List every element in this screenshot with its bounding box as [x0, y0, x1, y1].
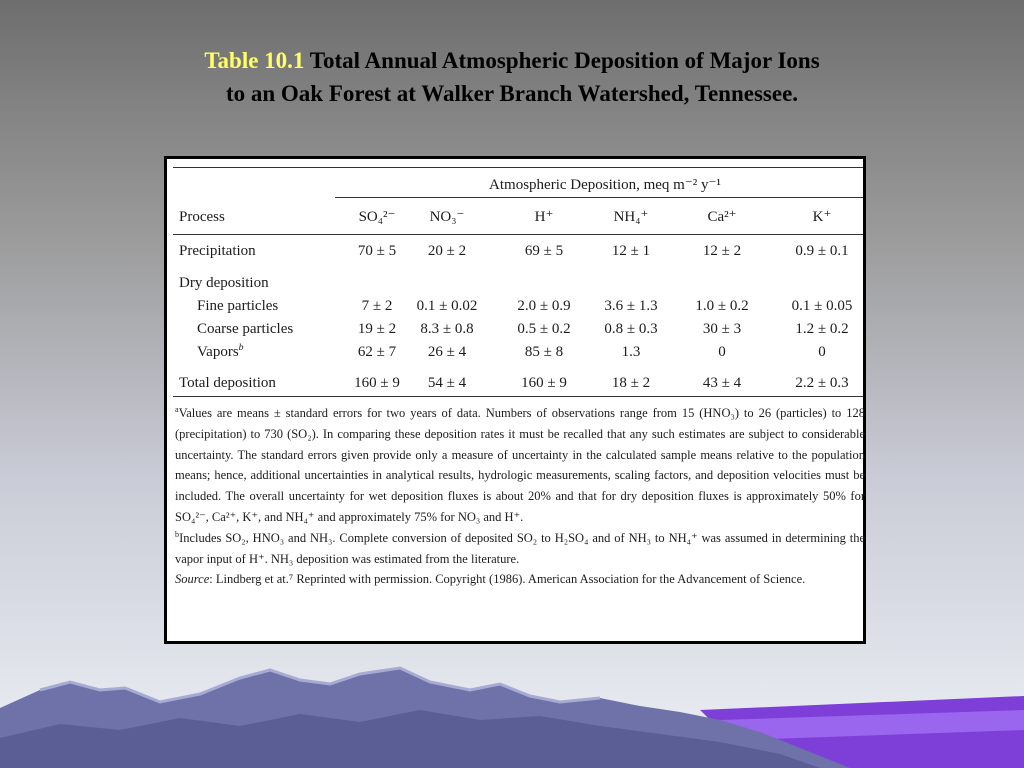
- column-header-3: NH₄⁺: [613, 209, 649, 225]
- row-label-text: Total deposition: [179, 375, 276, 391]
- table-cell: 12 ± 2: [702, 243, 742, 259]
- column-header-5: K⁺: [812, 209, 832, 225]
- table-cell: 43 ± 4: [702, 375, 742, 391]
- table-cell: 18 ± 2: [611, 375, 651, 391]
- column-header-4: Ca²⁺: [707, 209, 737, 225]
- table-cell: 0.9 ± 0.1: [795, 243, 849, 259]
- footnote-b: [175, 528, 865, 570]
- row-label: [179, 243, 256, 260]
- table-cell: 0: [718, 344, 726, 360]
- source-note: [175, 569, 865, 590]
- table-cell: 85 ± 8: [524, 344, 564, 360]
- row-label-text: Vapors: [197, 344, 239, 360]
- footnote-a: [175, 403, 865, 528]
- row-label-text: Precipitation: [179, 243, 256, 259]
- mountain-range-decoration: [0, 660, 1024, 768]
- row-label-text: Dry deposition: [179, 275, 269, 291]
- table-cell: 160 ± 9: [521, 375, 567, 391]
- table-cell: 19 ± 2: [357, 321, 397, 337]
- source-text: : Lindberg et at.⁷ Reprinted with permission. Copyright (1986). American Association for the Advancement of Science.: [209, 572, 806, 587]
- footnote-a-mark: a: [175, 404, 179, 414]
- column-header-1: NO₃⁻: [429, 209, 465, 225]
- bottom-rule: [173, 396, 863, 397]
- table-cell: 26 ± 4: [427, 344, 467, 360]
- title-text-1: Total Annual Atmospheric Deposition of Major Ions: [309, 48, 820, 73]
- table-cell: 30 ± 3: [702, 321, 742, 337]
- row-label: [197, 298, 278, 315]
- source-label: Source: [175, 572, 210, 587]
- table-cell: 0.5 ± 0.2: [517, 321, 571, 337]
- row-label-text: Fine particles: [197, 298, 279, 314]
- table-cell: 12 ± 1: [611, 243, 651, 259]
- table-cell: 1.3: [621, 344, 641, 360]
- table-number: Table 10.1: [204, 48, 305, 73]
- table-cell: 160 ± 9: [354, 375, 400, 391]
- title-line-2: to an Oak Forest at Walker Branch Watershed, Tennessee.: [225, 81, 799, 106]
- header-rule: [173, 234, 863, 235]
- row-label: [179, 275, 269, 292]
- table-cell: 0.8 ± 0.3: [604, 321, 658, 337]
- table-image: [164, 156, 866, 644]
- column-header-2: H⁺: [534, 209, 554, 225]
- span-rule: [335, 197, 863, 198]
- table-cell: 8.3 ± 0.8: [420, 321, 474, 337]
- top-rule: [173, 167, 863, 168]
- table-cell: 2.0 ± 0.9: [517, 298, 571, 314]
- table-cell: 69 ± 5: [524, 243, 564, 259]
- row-label-text: Coarse particles: [197, 321, 294, 337]
- footnotes: [175, 403, 865, 590]
- slide-title: [0, 44, 1024, 110]
- table-cell: 2.2 ± 0.3: [795, 375, 849, 391]
- row-label: [197, 321, 293, 338]
- table-cell: 7 ± 2: [361, 298, 393, 314]
- footnote-a-text: Values are means ± standard errors for two years of data. Numbers of observations range from 15 (HNO₃) to 26 (particles) to 128 (precipitation) to 730 (SO₂). In comparing these deposition rates it must be recalled that any such estimates are subject to considerable uncertainty. The standard errors given provide only a measure of uncertainty in the calculated sample means relative to the population means; hence, additional uncertainties in analytical results, hydrologic measurements, scaling factors, and deposition velocities must be included. The overall uncertainty for wet deposition fluxes is about 20% and that for dry deposition fluxes is approximately 50% for SO₄²⁻, Ca²⁺, K⁺, and NH₄⁺ and approximately 75% for NO₃ and H⁺.: [175, 406, 865, 524]
- table-cell: 3.6 ± 1.3: [604, 298, 658, 314]
- span-header: Atmospheric Deposition, meq m⁻² y⁻¹: [489, 177, 721, 193]
- table-cell: 0: [818, 344, 826, 360]
- table-cell: 62 ± 7: [357, 344, 397, 360]
- row-label: [197, 344, 244, 361]
- column-header-0: SO₄²⁻: [358, 209, 396, 225]
- table-cell: 1.0 ± 0.2: [695, 298, 749, 314]
- table-cell: 20 ± 2: [427, 243, 467, 259]
- table-cell: 70 ± 5: [357, 243, 397, 259]
- row-label: [179, 375, 276, 392]
- process-header: Process: [179, 209, 225, 225]
- title-line-1: [0, 44, 1024, 77]
- row-label-mark: b: [238, 342, 244, 353]
- table-cell: 54 ± 4: [427, 375, 467, 391]
- footnote-b-text: Includes SO₂, HNO₃ and NH₃. Complete conversion of deposited SO₂ to H₂SO₄ and of NH₃ to NH₄⁺ was assumed in determining the vapor input of H⁺. NH₃ deposition was estimated from the literature.: [175, 530, 865, 566]
- footnote-b-mark: b: [175, 529, 180, 539]
- table-cell: 0.1 ± 0.02: [416, 298, 478, 314]
- table-cell: 0.1 ± 0.05: [791, 298, 853, 314]
- table-cell: 1.2 ± 0.2: [795, 321, 849, 337]
